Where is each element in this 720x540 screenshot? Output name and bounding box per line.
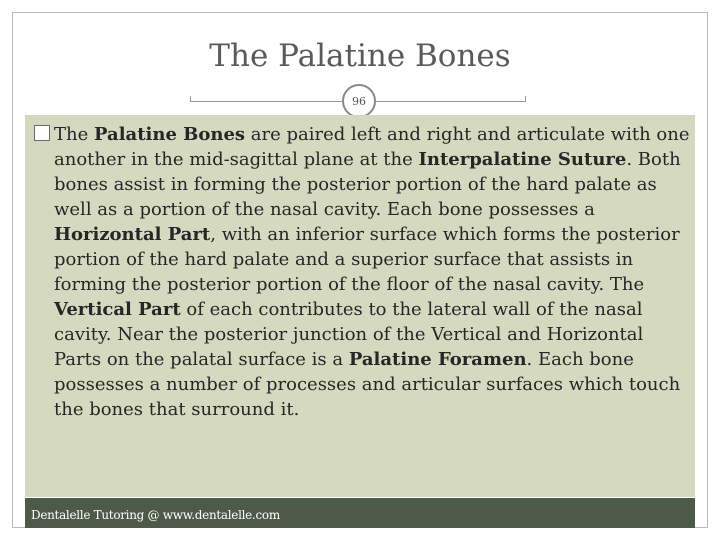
bold-term: Vertical Part: [54, 299, 181, 320]
bold-term: Interpalatine Suture: [418, 149, 627, 170]
bold-term: Horizontal Part: [54, 224, 211, 245]
page-number-badge: [342, 84, 376, 118]
text-segment: , with an inferior surface which forms the posterior portion of the hard palate and a superior surface that assists in forming the posterior portion of the floor of the nasal cavity. The: [54, 224, 680, 295]
divider-right-tick: [525, 96, 526, 102]
text-segment: The: [54, 124, 94, 145]
bold-term: Palatine Bones: [93, 124, 246, 145]
bold-term: Palatine Foramen: [348, 349, 527, 370]
text-segment: are paired left and right and articulate with one another in the mid-sagittal plane at the: [54, 124, 690, 170]
page-number: 96: [352, 94, 366, 108]
text-segment: of each contributes to the lateral wall of the nasal cavity. Near the posterior junction of the Vertical and Horizontal Parts on the palatal surface is a: [54, 299, 644, 370]
body-paragraph: [54, 122, 690, 422]
text-segment: . Both bones assist in forming the posterior portion of the hard palate as well as a portion of the nasal cavity. Each bone possesses a: [54, 149, 681, 220]
slide-title: The Palatine Bones: [209, 38, 511, 74]
divider-left-tick: [190, 96, 191, 102]
footer-text: Dentalelle Tutoring @ www.dentalelle.com: [31, 508, 280, 522]
text-segment: . Each bone possesses a number of processes and articular surfaces which touch the bones that surround it.: [54, 349, 681, 420]
square-bullet-icon: [34, 125, 50, 141]
